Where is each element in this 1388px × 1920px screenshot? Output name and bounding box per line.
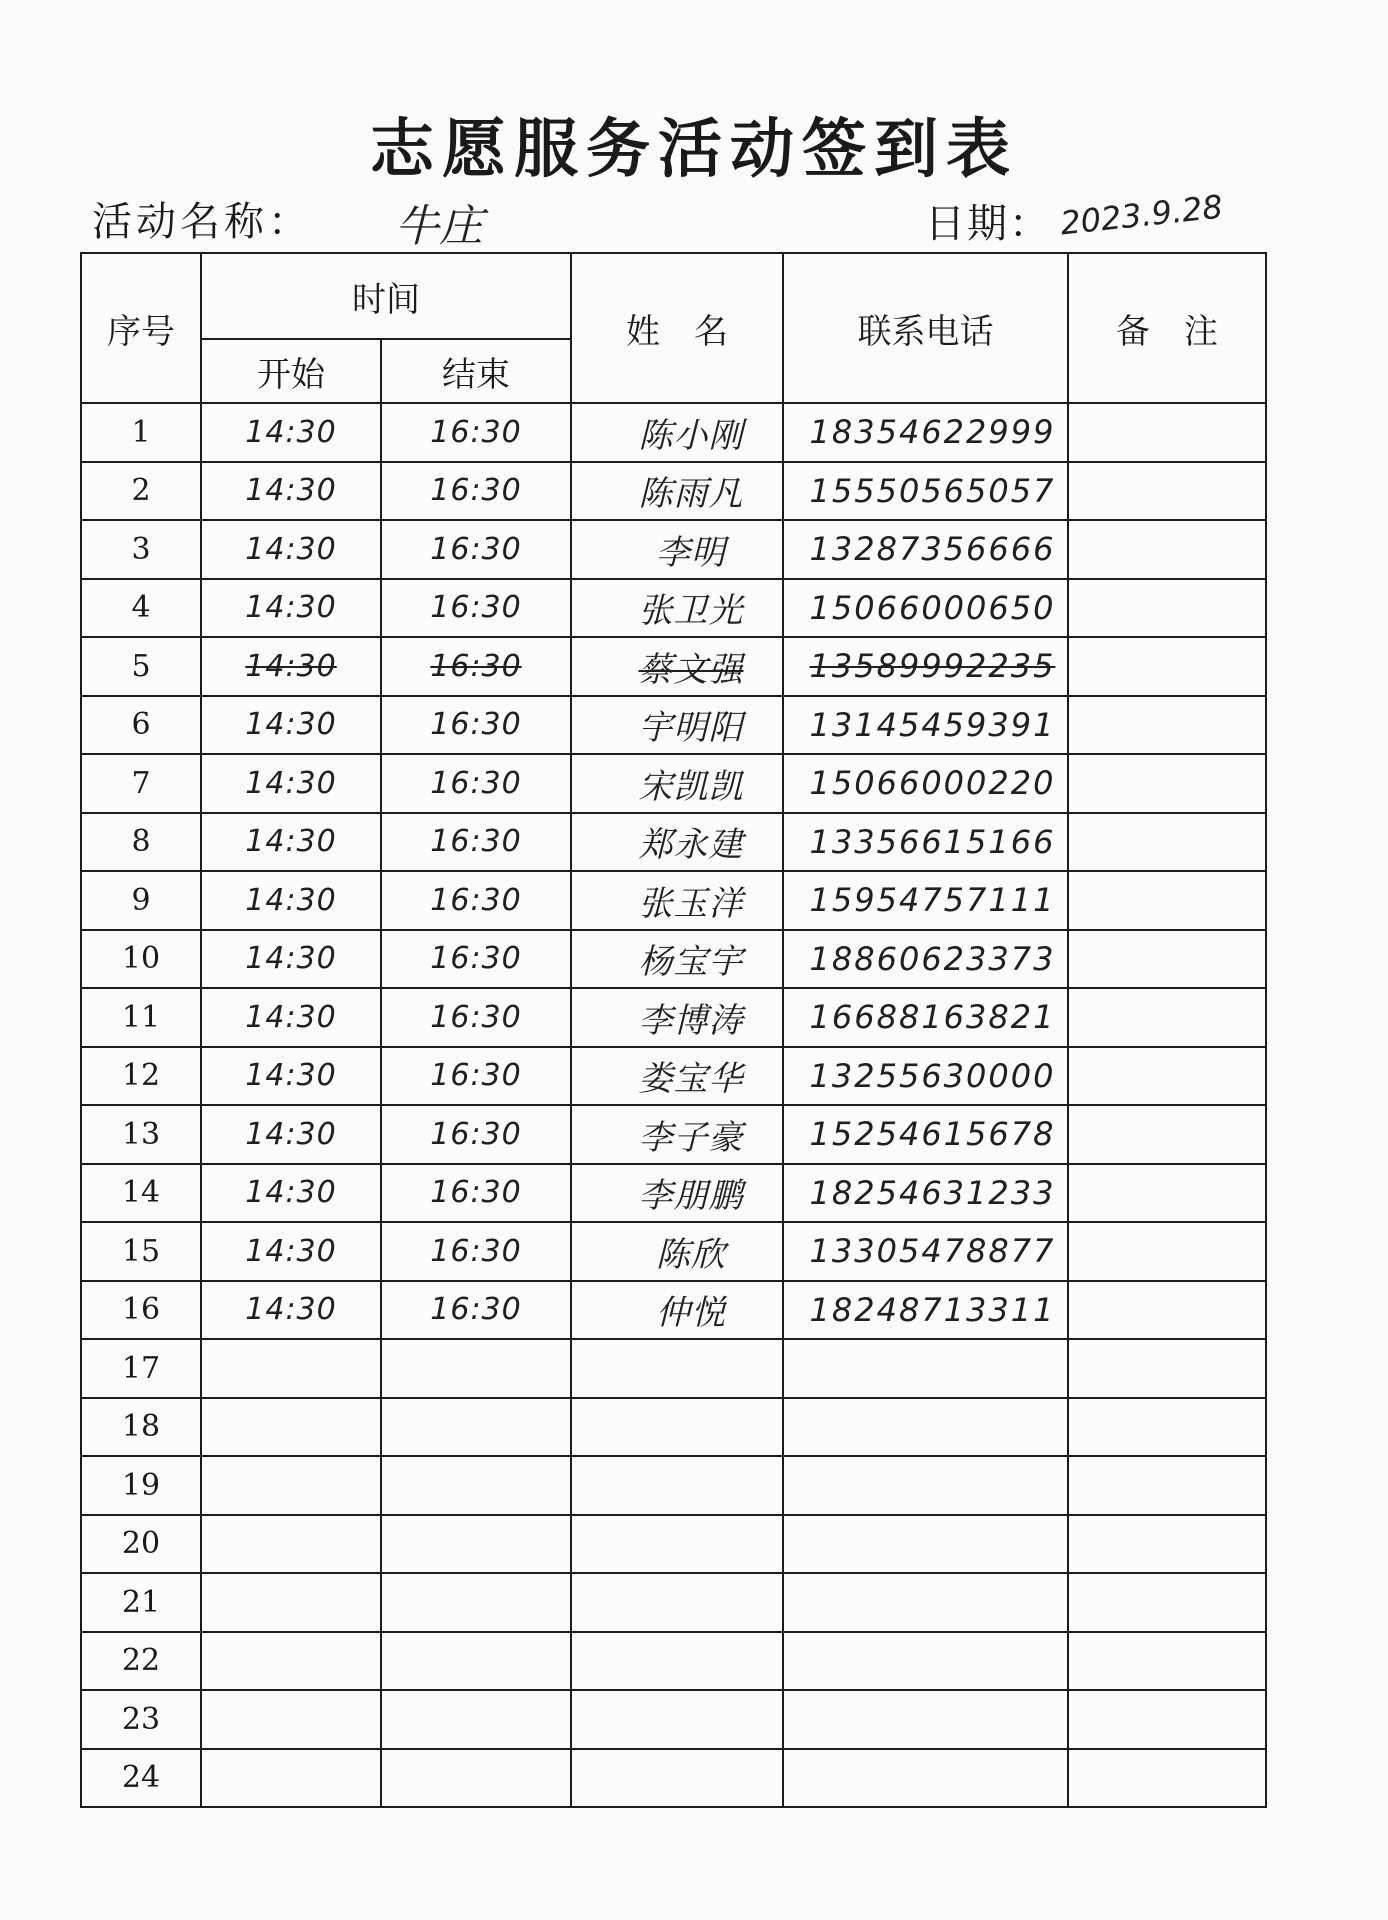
remark-cell [1068,696,1266,755]
remark-cell [1068,1573,1266,1632]
start-time-cell: 14:30 [201,696,381,755]
activity-name-value: 牛庄 [395,201,483,252]
start-time-cell: 14:30 [201,1222,381,1281]
table-row [81,1632,1266,1691]
end-time-cell [381,1339,571,1398]
table-row [81,754,1266,813]
end-time-cell: 16:30 [381,403,571,462]
row-number: 13 [81,1105,201,1164]
name-cell [571,1339,783,1398]
end-time-cell: 16:30 [381,520,571,579]
start-time-cell: 14:30 [201,462,381,521]
table-row [81,988,1266,1047]
phone-cell: 18254631233 [783,1164,1068,1223]
table-row [81,1515,1266,1574]
name-cell [571,1573,783,1632]
end-time-cell: 16:30 [381,462,571,521]
phone-cell: 16688163821 [783,988,1068,1047]
end-time-cell: 16:30 [381,1222,571,1281]
start-time-cell [201,1749,381,1808]
phone-cell: 18354622999 [783,403,1068,462]
start-time-cell: 14:30 [201,754,381,813]
start-time-cell: 14:30 [201,579,381,638]
row-number: 11 [81,988,201,1047]
name-cell [571,1749,783,1808]
phone-cell: 15550565057 [783,462,1068,521]
row-number: 22 [81,1632,201,1691]
name-cell: 蔡文强 [571,637,783,696]
table-row [81,1398,1266,1457]
row-number: 18 [81,1398,201,1457]
phone-cell: 18860623373 [783,930,1068,989]
remark-cell [1068,520,1266,579]
end-time-cell: 16:30 [381,930,571,989]
table-row [81,1164,1266,1223]
row-number: 4 [81,579,201,638]
name-cell: 杨宝宇 [571,930,783,989]
row-number: 9 [81,871,201,930]
table-row [81,403,1266,462]
phone-cell [783,1690,1068,1749]
name-cell: 李博涛 [571,988,783,1047]
remark-cell [1068,1515,1266,1574]
name-cell: 宋凯凯 [571,754,783,813]
row-number: 8 [81,813,201,872]
remark-cell [1068,813,1266,872]
phone-cell [783,1749,1068,1808]
table-row [81,1749,1266,1808]
remark-cell [1068,871,1266,930]
row-number: 20 [81,1515,201,1574]
name-cell [571,1456,783,1515]
name-cell: 陈雨凡 [571,462,783,521]
table-row [81,696,1266,755]
phone-cell: 13145459391 [783,696,1068,755]
end-time-cell [381,1632,571,1691]
start-time-cell: 14:30 [201,403,381,462]
row-number: 2 [81,462,201,521]
remark-cell [1068,1398,1266,1457]
row-number: 24 [81,1749,201,1808]
end-time-cell [381,1456,571,1515]
remark-cell [1068,1690,1266,1749]
name-cell: 宇明阳 [571,696,783,755]
start-time-cell [201,1398,381,1457]
row-number: 12 [81,1047,201,1106]
end-time-cell: 16:30 [381,754,571,813]
end-time-cell: 16:30 [381,988,571,1047]
name-cell: 陈小刚 [571,403,783,462]
attendance-table [80,252,1267,1808]
start-time-cell: 14:30 [201,1164,381,1223]
start-time-cell: 14:30 [201,930,381,989]
name-cell [571,1398,783,1457]
end-time-cell: 16:30 [381,871,571,930]
remark-cell [1068,988,1266,1047]
end-time-cell: 16:30 [381,1047,571,1106]
name-cell: 张卫光 [571,579,783,638]
table-row [81,1105,1266,1164]
end-time-cell [381,1690,571,1749]
name-cell: 李明 [571,520,783,579]
start-time-cell: 14:30 [201,1105,381,1164]
row-number: 6 [81,696,201,755]
date-value: 2023.9.28 [1058,187,1225,243]
table-row [81,930,1266,989]
remark-cell [1068,1456,1266,1515]
remark-cell [1068,1105,1266,1164]
table-body [81,403,1266,1807]
remark-cell [1068,1632,1266,1691]
row-number: 1 [81,403,201,462]
name-cell: 李朋鹏 [571,1164,783,1223]
row-number: 17 [81,1339,201,1398]
table-row [81,462,1266,521]
remark-cell [1068,462,1266,521]
table-row [81,871,1266,930]
remark-cell [1068,1047,1266,1106]
remark-cell [1068,579,1266,638]
column-header-remark: 备 注 [1068,253,1266,403]
column-header-name: 姓 名 [571,253,783,403]
remark-cell [1068,1339,1266,1398]
end-time-cell [381,1573,571,1632]
start-time-cell: 14:30 [201,988,381,1047]
start-time-cell [201,1690,381,1749]
start-time-cell [201,1456,381,1515]
phone-cell [783,1339,1068,1398]
start-time-cell [201,1339,381,1398]
phone-cell: 15066000650 [783,579,1068,638]
phone-cell [783,1573,1068,1632]
table-row [81,1222,1266,1281]
phone-cell: 13589992235 [783,637,1068,696]
remark-cell [1068,1222,1266,1281]
end-time-cell [381,1749,571,1808]
column-header-start: 开始 [201,339,381,403]
phone-cell: 13356615166 [783,813,1068,872]
end-time-cell: 16:30 [381,579,571,638]
end-time-cell: 16:30 [381,1164,571,1223]
name-cell: 张玉洋 [571,871,783,930]
activity-name-label: 活动名称： [92,199,312,245]
name-cell: 郑永建 [571,813,783,872]
column-header-index: 序号 [81,253,201,403]
start-time-cell: 14:30 [201,1047,381,1106]
phone-cell: 13255630000 [783,1047,1068,1106]
table-row [81,1456,1266,1515]
table-row [81,1339,1266,1398]
page-title: 志愿服务活动签到表 [370,113,1018,187]
table-row [81,813,1266,872]
row-number: 5 [81,637,201,696]
start-time-cell: 14:30 [201,813,381,872]
phone-cell [783,1632,1068,1691]
row-number: 19 [81,1456,201,1515]
start-time-cell [201,1632,381,1691]
row-number: 23 [81,1690,201,1749]
table-row [81,579,1266,638]
phone-cell: 15954757111 [783,871,1068,930]
remark-cell [1068,637,1266,696]
remark-cell [1068,930,1266,989]
column-header-phone: 联系电话 [783,253,1068,403]
table-row [81,1281,1266,1340]
name-cell: 娄宝华 [571,1047,783,1106]
row-number: 15 [81,1222,201,1281]
table-row [81,1047,1266,1106]
name-cell: 李子豪 [571,1105,783,1164]
row-number: 10 [81,930,201,989]
name-cell [571,1632,783,1691]
row-number: 3 [81,520,201,579]
row-number: 21 [81,1573,201,1632]
name-cell [571,1690,783,1749]
end-time-cell [381,1515,571,1574]
name-cell: 陈欣 [571,1222,783,1281]
remark-cell [1068,1749,1266,1808]
end-time-cell [381,1398,571,1457]
end-time-cell: 16:30 [381,813,571,872]
phone-cell [783,1456,1068,1515]
start-time-cell [201,1573,381,1632]
phone-cell [783,1515,1068,1574]
phone-cell [783,1398,1068,1457]
phone-cell: 15066000220 [783,754,1068,813]
table-row [81,637,1266,696]
column-header-end: 结束 [381,339,571,403]
row-number: 7 [81,754,201,813]
remark-cell [1068,403,1266,462]
end-time-cell: 16:30 [381,1105,571,1164]
start-time-cell: 14:30 [201,637,381,696]
start-time-cell: 14:30 [201,520,381,579]
phone-cell: 18248713311 [783,1281,1068,1340]
name-cell [571,1515,783,1574]
end-time-cell: 16:30 [381,637,571,696]
end-time-cell: 16:30 [381,1281,571,1340]
table-row [81,1690,1266,1749]
row-number: 14 [81,1164,201,1223]
date-label: 日期： [925,201,1051,247]
start-time-cell: 14:30 [201,871,381,930]
end-time-cell: 16:30 [381,696,571,755]
start-time-cell: 14:30 [201,1281,381,1340]
phone-cell: 13287356666 [783,520,1068,579]
phone-cell: 15254615678 [783,1105,1068,1164]
row-number: 16 [81,1281,201,1340]
table-row [81,520,1266,579]
table-row [81,1573,1266,1632]
name-cell: 仲悦 [571,1281,783,1340]
start-time-cell [201,1515,381,1574]
remark-cell [1068,1164,1266,1223]
remark-cell [1068,754,1266,813]
remark-cell [1068,1281,1266,1340]
column-header-time: 时间 [201,253,571,339]
phone-cell: 13305478877 [783,1222,1068,1281]
